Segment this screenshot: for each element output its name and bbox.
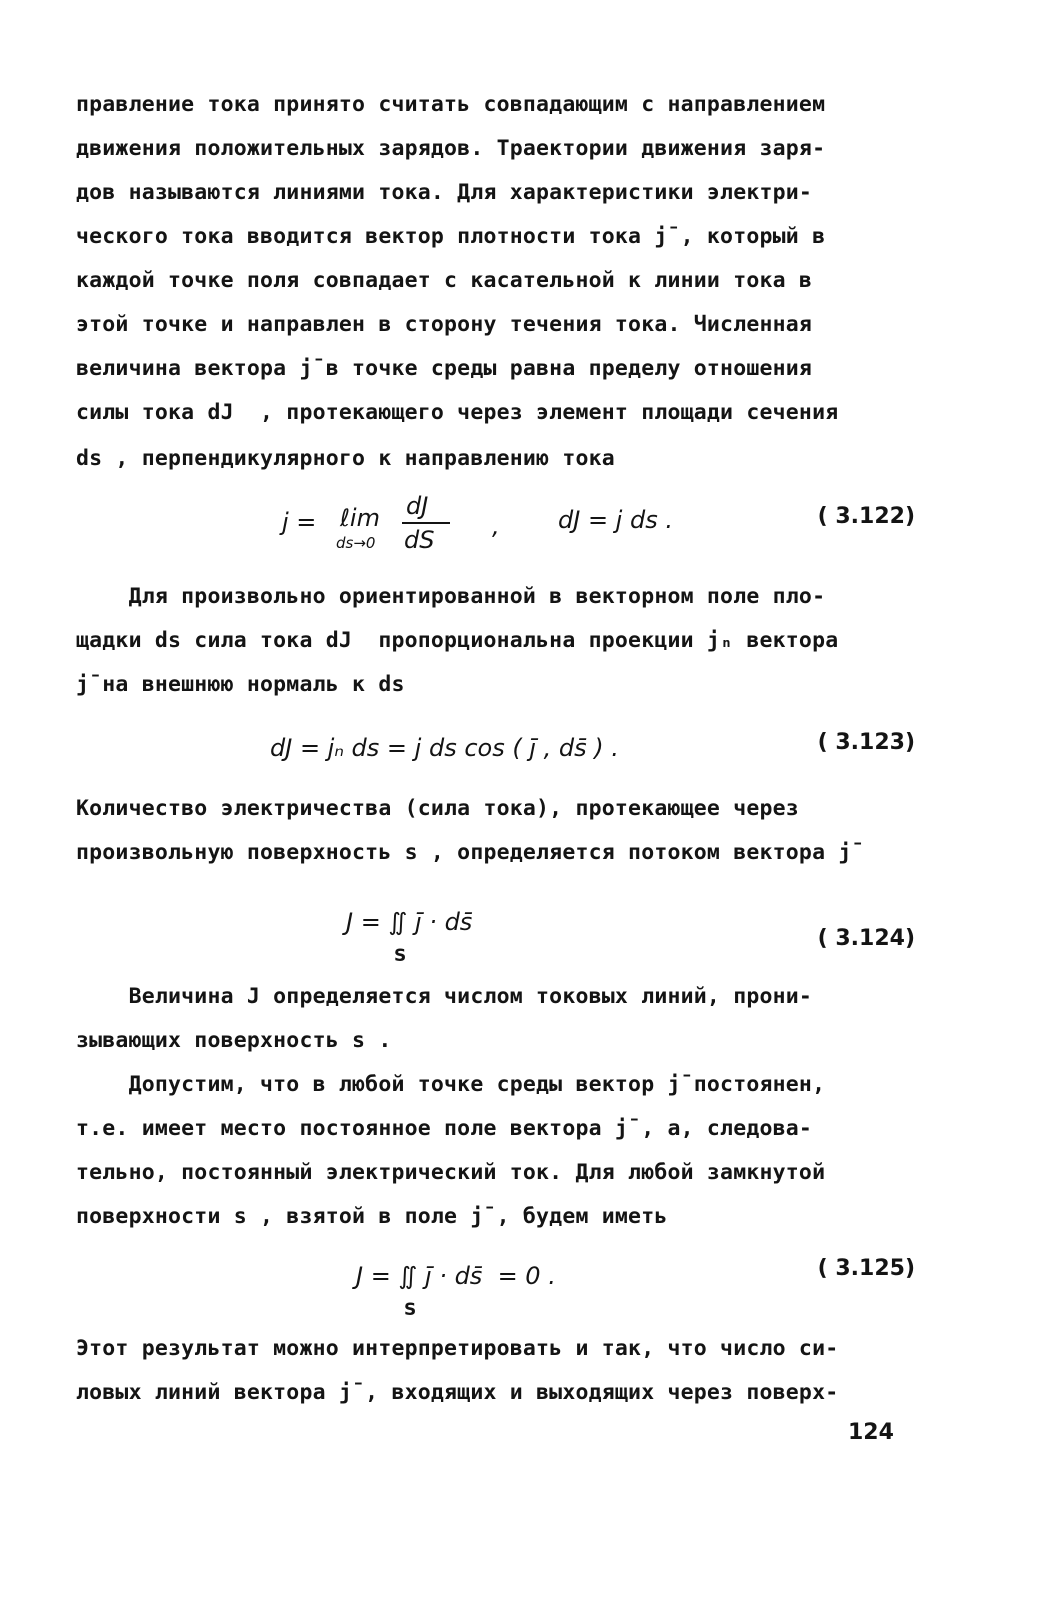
text-line: ловых линий вектора j̄ , входящих и выходящих через поверх-	[76, 1380, 839, 1405]
text-line: Допустим, что в любой точке среды вектор j̄ постоянен,	[76, 1072, 826, 1097]
equation-number: ( 3.125)	[817, 1256, 915, 1281]
eq-denominator: dS	[404, 526, 435, 554]
eq-rhs: dJ = j ds .	[558, 506, 673, 534]
text-line: Для произвольно ориентированной в векторном поле пло-	[76, 584, 826, 609]
equation-number: ( 3.124)	[817, 926, 915, 951]
text-line: щадки ds сила тока dJ пропорциональна проекции jₙ вектора	[76, 628, 839, 653]
eq-body: dJ = jₙ ds = j ds cos ( j̄ , ds̄ ) .	[270, 734, 619, 762]
equation-number: ( 3.122)	[817, 504, 915, 529]
text-line: каждой точке поля совпадает с касательной к линии тока в	[76, 268, 813, 293]
fraction-bar	[402, 522, 450, 524]
eq-body: J = ∬ j̄ · ds̄	[346, 908, 473, 936]
page-number: 124	[848, 1420, 894, 1445]
text-line: Количество электричества (сила тока), протекающее через	[76, 796, 799, 821]
text-line: силы тока dJ , протекающего через элемент площади сечения	[76, 400, 839, 425]
text-line: правление тока принято считать совпадающим с направлением	[76, 92, 826, 117]
eq-numerator: dJ	[406, 492, 429, 520]
text-line: движения положительных зарядов. Траектории движения заря-	[76, 136, 826, 161]
text-line: дов называются линиями тока. Для характеристики электри-	[76, 180, 813, 205]
eq-integral-subscript: S	[404, 1300, 417, 1320]
text-line: этой точке и направлен в сторону течения тока. Численная	[76, 312, 813, 337]
text-line: j̄ на внешнюю нормаль к ds	[76, 672, 405, 697]
equation-number: ( 3.123)	[817, 730, 915, 755]
text-line: ds , перпендикулярного к направлению тока	[76, 446, 615, 471]
text-line: зывающих поверхность s .	[76, 1028, 392, 1053]
text-line: произвольную поверхность s , определяется потоком вектора j̄	[76, 840, 852, 865]
text-line: поверхности s , взятой в поле j̄ , будем иметь	[76, 1204, 668, 1229]
eq-integral-subscript: S	[394, 946, 407, 966]
eq-lim-subscript: ds→0	[336, 534, 376, 552]
eq-lhs: j =	[282, 508, 317, 536]
text-line: Величина J определяется числом токовых линий, прони-	[76, 984, 813, 1009]
text-line: ческого тока вводится вектор плотности тока j̄ , который в	[76, 224, 826, 249]
eq-body: J = ∬ j̄ · ds̄ = 0 .	[356, 1262, 556, 1290]
text-line: Этот результат можно интерпретировать и так, что число си-	[76, 1336, 839, 1361]
eq-comma: ,	[492, 512, 500, 540]
text-line: т.е. имеет место постоянное поле вектора j̄ , а, следова-	[76, 1116, 813, 1141]
eq-lim: ℓim	[340, 504, 380, 532]
text-line: тельно, постоянный электрический ток. Для любой замкнутой	[76, 1160, 826, 1185]
text-line: величина вектора j̄ в точке среды равна пределу отношения	[76, 356, 813, 381]
